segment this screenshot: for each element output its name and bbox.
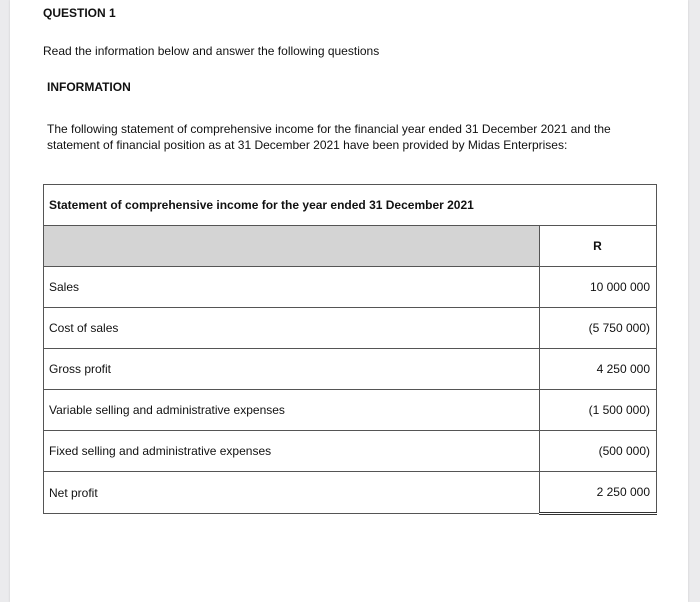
- header-label-cell: [44, 226, 540, 267]
- row-amount: 4 250 000: [540, 349, 657, 390]
- statement-title-row: [44, 185, 657, 226]
- row-amount: 2 250 000: [540, 472, 657, 514]
- currency-header: R: [540, 226, 657, 267]
- row-label: Fixed selling and administrative expenses: [44, 431, 540, 472]
- row-label: Sales: [44, 267, 540, 308]
- table-row: [44, 267, 657, 308]
- table-row: [44, 349, 657, 390]
- table-row: [44, 390, 657, 431]
- instruction-text: Read the information below and answer the following questions: [43, 44, 380, 58]
- document-page: [10, 0, 688, 602]
- information-heading: INFORMATION: [47, 80, 131, 94]
- table-row: [44, 472, 657, 514]
- intro-paragraph: The following statement of comprehensive income for the financial year ended 31 December 2021 and the statement of financial position as at 31 December 2021 have been provided by Midas Enterprises:: [47, 122, 611, 152]
- row-label: Variable selling and administrative expenses: [44, 390, 540, 431]
- header-row: [44, 226, 657, 267]
- row-label: Net profit: [44, 472, 540, 514]
- table-row: [44, 308, 657, 349]
- table-row: [44, 431, 657, 472]
- row-label: Cost of sales: [44, 308, 540, 349]
- row-amount: (5 750 000): [540, 308, 657, 349]
- row-amount: (500 000): [540, 431, 657, 472]
- income-statement-table: [43, 184, 657, 515]
- row-amount: (1 500 000): [540, 390, 657, 431]
- statement-title: Statement of comprehensive income for the year ended 31 December 2021: [44, 185, 657, 226]
- question-title: QUESTION 1: [43, 6, 116, 20]
- row-label: Gross profit: [44, 349, 540, 390]
- row-amount: 10 000 000: [540, 267, 657, 308]
